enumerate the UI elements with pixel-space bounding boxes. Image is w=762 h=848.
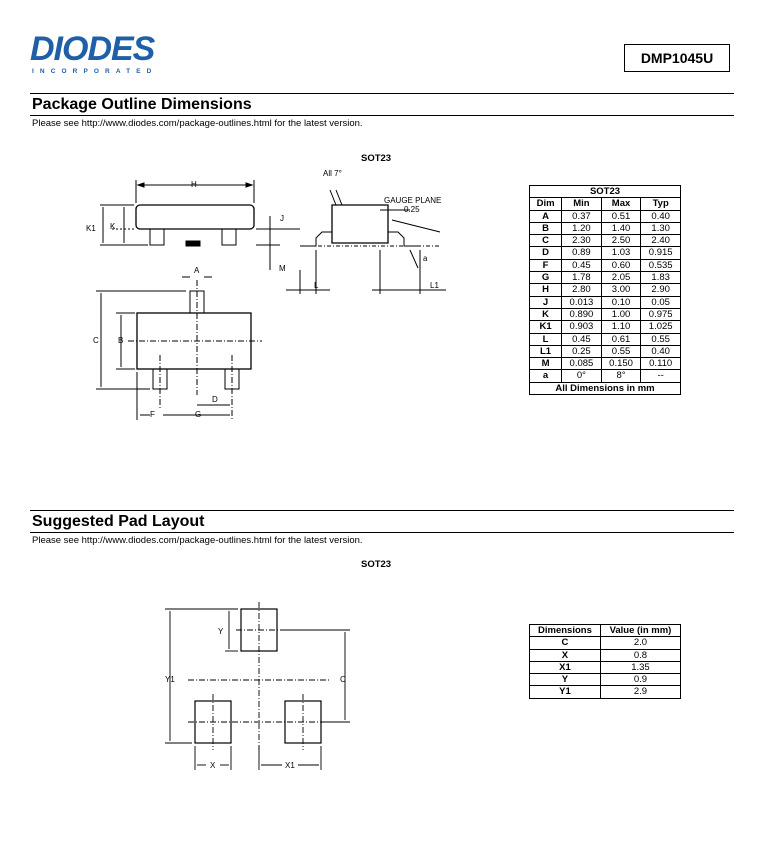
- outline-table-cell: 0.25: [562, 345, 602, 357]
- outline-package-label: SOT23: [361, 153, 392, 164]
- outline-table-cell: 0.89: [562, 247, 602, 259]
- pad-table-cell: Y: [530, 674, 601, 686]
- pad-section-title: Suggested Pad Layout: [32, 513, 205, 530]
- dim-M-label: M: [279, 264, 286, 273]
- outline-header-cell: Max: [601, 198, 641, 210]
- dim-D-label: D: [212, 395, 218, 404]
- pad-note: Please see http://www.diodes.com/package-outlines.html for the latest version.: [32, 535, 363, 546]
- outline-table-cell: M: [530, 358, 562, 370]
- outline-table-cell: 2.30: [562, 235, 602, 247]
- pad-table-row: [530, 686, 681, 698]
- outline-table-cell: 0.915: [641, 247, 681, 259]
- outline-table-cell: 1.83: [641, 272, 681, 284]
- outline-table-cell: 3.00: [601, 284, 641, 296]
- logo-wordmark: DIODES: [30, 30, 155, 68]
- outline-header-cell: Min: [562, 198, 602, 210]
- outline-header-cell: Typ: [641, 198, 681, 210]
- pad-table-cell: X1: [530, 661, 601, 673]
- outline-table-cell: H: [530, 284, 562, 296]
- dim-H-label: H: [191, 180, 197, 189]
- dim-B-label: B: [118, 336, 124, 345]
- dim-J-label: J: [280, 214, 284, 223]
- outline-table-cell: 2.90: [641, 284, 681, 296]
- pad-table-cell: C: [530, 637, 601, 649]
- dim-G-label: G: [195, 410, 202, 419]
- dim-L-label: L: [314, 281, 319, 290]
- outline-table-cell: 0.55: [601, 345, 641, 357]
- outline-table-cell: 0.890: [562, 308, 602, 320]
- outline-table-cell: L: [530, 333, 562, 345]
- outline-table-cell: L1: [530, 345, 562, 357]
- dim-L1-label: L1: [430, 281, 439, 290]
- outline-table-cell: 0.61: [601, 333, 641, 345]
- outline-table-cell: 0.05: [641, 296, 681, 308]
- outline-section-title: Package Outline Dimensions: [32, 96, 252, 113]
- pad-table-cell: 2.9: [600, 686, 680, 698]
- pad-dim-Y1-label: Y1: [165, 675, 175, 684]
- outline-table-cell: 0.45: [562, 333, 602, 345]
- outline-table-cell: J: [530, 296, 562, 308]
- outline-table-cell: 0.45: [562, 259, 602, 271]
- pad-table-row: [530, 649, 681, 661]
- outline-table-cell: C: [530, 235, 562, 247]
- outline-table-cell: 2.50: [601, 235, 641, 247]
- outline-table-cell: B: [530, 222, 562, 234]
- pad-table-row: [530, 661, 681, 673]
- outline-table-cell: 8°: [601, 370, 641, 382]
- outline-table-cell: 0.37: [562, 210, 602, 222]
- outline-table-cell: 1.03: [601, 247, 641, 259]
- pad-package-label: SOT23: [361, 559, 392, 570]
- logo-subtitle: INCORPORATED: [32, 68, 158, 75]
- outline-table-cell: 1.40: [601, 222, 641, 234]
- outline-table-cell: G: [530, 272, 562, 284]
- pad-dimensions-table: [529, 624, 681, 699]
- outline-table-cell: 0.975: [641, 308, 681, 320]
- outline-table-cell: F: [530, 259, 562, 271]
- dim-a-label: a: [423, 254, 428, 263]
- pad-dim-X-label: X: [210, 761, 216, 770]
- pad-table-cell: 2.0: [600, 637, 680, 649]
- outline-table-cell: 1.00: [601, 308, 641, 320]
- outline-table-cell: --: [641, 370, 681, 382]
- angle-top-label: All 7°: [323, 169, 342, 178]
- outline-table-cell: 2.40: [641, 235, 681, 247]
- outline-note: Please see http://www.diodes.com/package-outlines.html for the latest version.: [32, 118, 363, 129]
- outline-table-cell: 1.10: [601, 321, 641, 333]
- dim-K-label: K: [110, 222, 116, 231]
- dim-F-label: F: [150, 410, 155, 419]
- dim-K1-label: K1: [86, 224, 96, 233]
- outline-table-cell: 0.40: [641, 210, 681, 222]
- outline-table-cell: 1.20: [562, 222, 602, 234]
- gauge-value-label: 0.25: [404, 205, 420, 214]
- outline-table-cell: 2.80: [562, 284, 602, 296]
- outline-table-cell: 2.05: [601, 272, 641, 284]
- outline-table-cell: 0°: [562, 370, 602, 382]
- outline-table-cell: 0.085: [562, 358, 602, 370]
- pad-table-cell: 1.35: [600, 661, 680, 673]
- dim-C-label: C: [93, 336, 99, 345]
- outline-table-cell: A: [530, 210, 562, 222]
- pad-dim-Y-label: Y: [218, 627, 224, 636]
- outline-table-footer: All Dimensions in mm: [530, 382, 681, 394]
- outline-table-cell: 0.535: [641, 259, 681, 271]
- outline-table-cell: 0.013: [562, 296, 602, 308]
- outline-table-cell: 0.55: [641, 333, 681, 345]
- outline-table-cell: 1.78: [562, 272, 602, 284]
- pad-table-cell: 0.8: [600, 649, 680, 661]
- pad-header-cell: Value (in mm): [600, 625, 680, 637]
- outline-table-cell: 0.110: [641, 358, 681, 370]
- pad-table-cell: X: [530, 649, 601, 661]
- outline-header-cell: Dim: [530, 198, 562, 210]
- gauge-plane-label: GAUGE PLANE: [384, 196, 442, 205]
- pad-table-row: [530, 637, 681, 649]
- outline-table-cell: 0.903: [562, 321, 602, 333]
- outline-table-cell: D: [530, 247, 562, 259]
- outline-table-cell: 0.150: [601, 358, 641, 370]
- outline-table-cell: 0.40: [641, 345, 681, 357]
- outline-table-cell: K1: [530, 321, 562, 333]
- pad-table-cell: Y1: [530, 686, 601, 698]
- dim-A-label: A: [194, 266, 200, 275]
- outline-table-cell: 1.30: [641, 222, 681, 234]
- pad-table-cell: 0.9: [600, 674, 680, 686]
- pad-table-row: [530, 674, 681, 686]
- pad-header-cell: Dimensions: [530, 625, 601, 637]
- outline-table-cell: 1.025: [641, 321, 681, 333]
- outline-table-cell: a: [530, 370, 562, 382]
- outline-table-cell: K: [530, 308, 562, 320]
- pad-dim-X1-label: X1: [285, 761, 295, 770]
- outline-table-title: SOT23: [530, 186, 681, 198]
- pad-dim-C-label: C: [340, 675, 346, 684]
- part-number-box: DMP1045U: [624, 44, 730, 72]
- outline-table-cell: 0.60: [601, 259, 641, 271]
- outline-table-cell: 0.10: [601, 296, 641, 308]
- outline-table-cell: 0.51: [601, 210, 641, 222]
